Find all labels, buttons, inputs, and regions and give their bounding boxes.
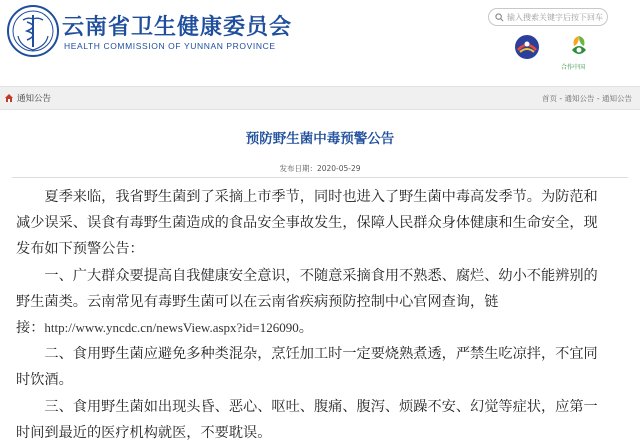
link-suffix: 。 xyxy=(298,319,313,336)
paragraph-line: 发布如下预警公告： xyxy=(16,241,144,258)
paragraph-line: 减少误采、误食有毒野生菌造成的食品安全事故发生，保障人民群众身体健康和生命安全，现 xyxy=(16,215,598,232)
paragraph-line: 二、食用野生菌应避免多种类混杂，烹饪加工时一定要烧熟煮透，严禁生吃凉拌，不宜同 xyxy=(16,346,598,363)
site-subtitle: HEALTH COMMISSION OF YUNNAN PROVINCE xyxy=(64,41,276,51)
paragraph-line: 野生菌类。云南常见有毒野生菌可以在云南省疾病预防控制中心官网查询，链 xyxy=(16,293,499,310)
publish-date: 发布日期：2020-05-29 xyxy=(279,164,361,173)
yncdc-link[interactable]: http://www.yncdc.cn/newsView.aspx?id=126090 xyxy=(44,319,299,335)
article-body xyxy=(16,184,628,446)
search-icon[interactable] xyxy=(495,13,504,22)
breadcrumb-separator: - xyxy=(594,94,602,103)
paragraph-line: 时饮酒。 xyxy=(16,372,73,389)
section-label: 通知公告 xyxy=(17,94,52,104)
search-input[interactable] xyxy=(507,13,607,22)
link-line xyxy=(16,315,628,341)
divider xyxy=(12,177,628,178)
section-heading xyxy=(4,92,51,104)
partner-logo-icon[interactable] xyxy=(514,34,540,60)
breadcrumb xyxy=(542,93,632,104)
paragraph-line: 时间到最近的医疗机构就医，不要耽误。 xyxy=(16,424,272,441)
breadcrumb-section-link[interactable]: 通知公告 xyxy=(564,94,595,103)
breadcrumb-separator: - xyxy=(557,94,565,103)
article-title: 预防野生菌中毒预警公告 xyxy=(245,131,395,147)
breadcrumb-home-link[interactable]: 首页 xyxy=(542,94,558,103)
link-prefix: 接： xyxy=(16,319,45,336)
healthy-china-logo-icon[interactable] xyxy=(566,32,592,62)
paragraph-line: 夏季来临，我省野生菌到了采摘上市季节，同时也进入了野生菌中毒高发季节。为防范和 xyxy=(16,189,598,205)
paragraph-line: 三、食用野生菌如出现头昏、恶心、呕吐、腹痛、腹泻、烦躁不安、幻觉等症状，应第一 xyxy=(16,398,598,415)
breadcrumb-bar xyxy=(0,86,640,110)
site-header xyxy=(0,0,640,80)
house-icon xyxy=(4,93,14,103)
site-title[interactable]: 云南省卫生健康委员会 xyxy=(62,15,293,40)
healthy-china-logo-text: 合作中国 xyxy=(561,64,586,71)
search-box[interactable] xyxy=(488,8,608,26)
caduceus-emblem-icon[interactable] xyxy=(6,4,60,58)
breadcrumb-current-link[interactable]: 通知公告 xyxy=(602,94,632,103)
paragraph-line: 一、广大群众要提高自我健康安全意识，不随意采摘食用不熟悉、腐烂、幼小不能辨别的 xyxy=(16,267,598,284)
